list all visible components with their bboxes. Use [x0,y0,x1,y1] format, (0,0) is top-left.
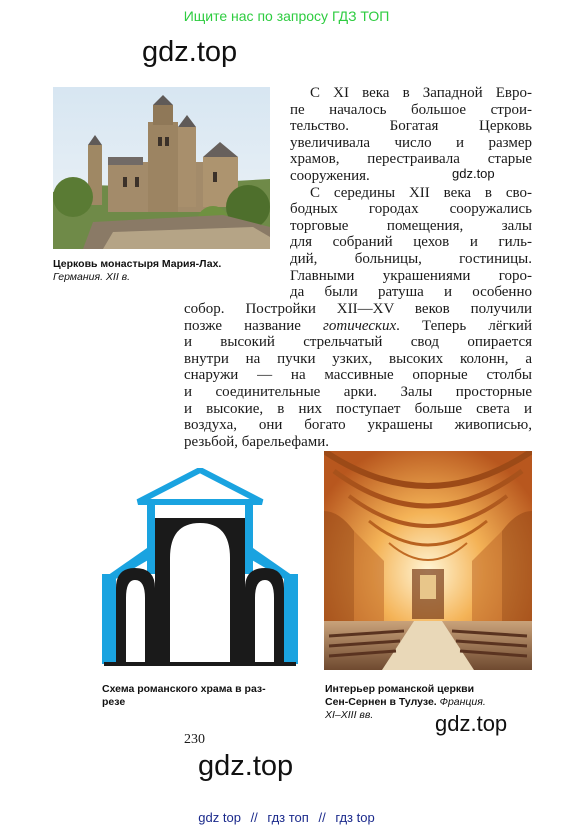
interior-caption-line1: Интерьер романской церкви [325,683,475,695]
search-hint-link[interactable]: Ищите нас по запросу ГДЗ ТОП [183,8,390,24]
right-column-text [290,85,532,301]
church-photo [53,87,270,249]
text-line: тельство. Богатая Церковь [290,118,532,135]
church-caption-place: Германия. XII в. [53,271,131,283]
text-line: С XI века в Западной Евро- [310,85,532,101]
text-line: дий, больницы, гостиницы. [290,250,532,267]
text-line: торговые помещения, залы [290,217,532,234]
footer-separator: // [318,810,326,825]
interior-caption-dates: XI–XIII вв. [325,709,374,721]
footer-link-gdz-top-ru[interactable]: гдз топ [267,810,309,825]
text-line: собор. Постройки XII—XV веков получили [184,301,532,317]
text-line: воздуха, они богато украшены живописью, [184,417,532,434]
interior-caption [325,683,545,722]
romanesque-scheme-diagram [100,468,300,668]
page-number: 230 [184,732,205,747]
text-line: снаружи — на массивные опорные столбы [184,367,532,384]
text-line: С середины XII века в сво- [310,184,532,201]
text-line: Главными украшениями горо- [290,267,532,284]
text-line: да были ратуша и особенно [290,284,532,301]
footer-separator: // [250,810,258,825]
footer-link-gdz-top-mixed[interactable]: гдз top [335,810,375,825]
text-line: резьбой, барельефами. [184,433,330,450]
text-line: внутри на пучки узких, высоких колонн, а [184,350,532,367]
watermark-text-area: gdz.top [452,166,495,181]
church-caption-title: Церковь монастыря Мария-Лах. [53,258,222,270]
scheme-caption-line2: резе [102,696,126,708]
text-line: и высокий стрельчатый свод опирается [184,334,532,351]
text-line: и высокие, в них поступает больше света и [184,400,532,417]
text-line: храмов, перестраивала старые [290,151,532,168]
watermark-bottom: gdz.top [198,750,294,782]
footer-link-gdz-top[interactable]: gdz top [198,810,241,825]
text-line: для собраний цехов и гиль- [290,234,532,251]
scheme-caption [102,683,302,709]
text-line: сооружения. [290,167,370,184]
text-line: и соединительные арки. Залы просторные [184,383,532,400]
footer-links [0,810,573,825]
scheme-caption-line1: Схема романского храма в раз- [102,683,266,695]
interior-photo [324,451,532,670]
interior-caption-place: Сен-Сернен в Тулузе. [325,696,437,708]
interior-caption-country: Франция. [439,696,486,708]
full-column-text [184,301,532,450]
watermark-top: gdz.top [142,36,238,68]
text-line: увеличивала число и размер [290,134,532,151]
church-caption [53,258,273,284]
text-line: бодных городах сооружались [290,201,532,218]
text-line-italic: позже название готических. Теперь лёгкий [184,317,532,334]
italic-term: готических [323,317,397,334]
watermark-right: gdz.top [435,711,508,736]
text-line: пе началось большое строи- [290,101,532,118]
